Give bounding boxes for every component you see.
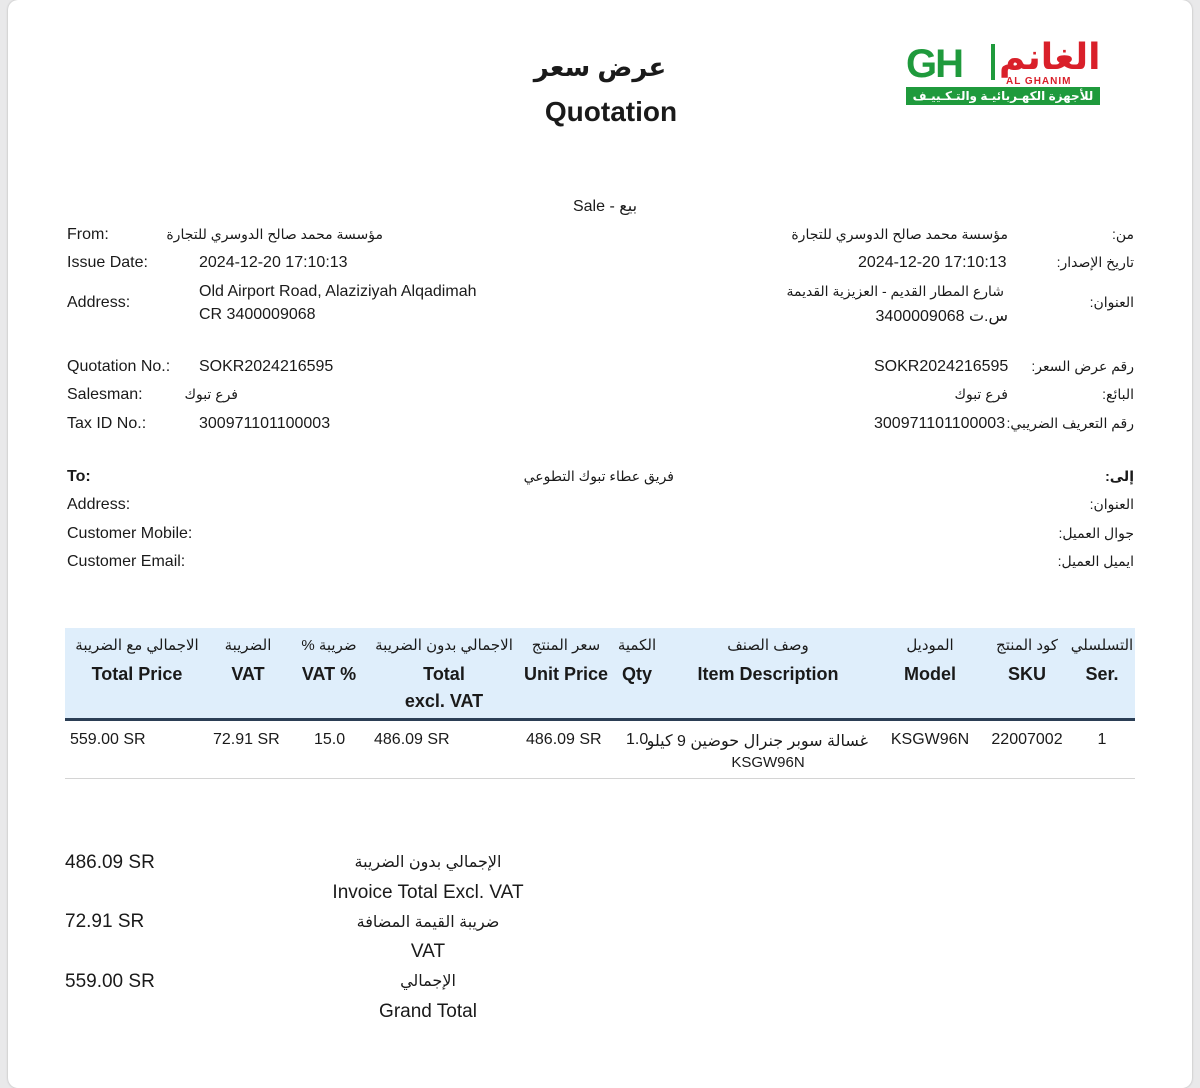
row-vat: 72.91 SR <box>213 731 280 748</box>
col-total-excl-ar: الاجمالي بدون الضريبة <box>375 637 513 654</box>
to-label: To: <box>67 468 91 485</box>
grand-total-label: Grand Total <box>379 1001 477 1022</box>
address-label-ar: العنوان: <box>1089 294 1134 310</box>
col-total-excl-line2: excl. VAT <box>404 691 484 711</box>
row-description-line-2: KSGW96N <box>731 754 805 771</box>
logo-gh-mark: GH <box>906 42 962 86</box>
to-label-ar: إلى: <box>1105 468 1134 484</box>
row-total-price: 559.00 SR <box>70 731 146 748</box>
quotation-no-value: SOKR2024216595 <box>199 358 334 375</box>
row-vat-pct: 15.0 <box>314 731 346 748</box>
document-title: Quotation <box>544 96 678 127</box>
col-model: Model <box>904 664 956 684</box>
quotation-no-label: Quotation No.: <box>67 358 171 375</box>
from-label: From: <box>67 226 109 243</box>
salesman-value: فرع تبوك <box>184 386 238 402</box>
row-model: KSGW96N <box>890 731 970 748</box>
quotation-page <box>8 0 1192 1088</box>
issue-date-label: Issue Date: <box>67 254 148 271</box>
col-vat-pct-ar: ضريبة % <box>301 637 357 654</box>
issue-date-label-ar: تاريخ الإصدار: <box>1056 254 1134 270</box>
customer-mobile-label: Customer Mobile: <box>67 525 193 542</box>
row-sku: 22007002 <box>991 731 1063 748</box>
col-ser-ar: التسلسلي <box>1070 637 1134 654</box>
from-value: مؤسسة محمد صالح الدوسري للتجارة <box>166 226 383 242</box>
tax-id-label-ar: رقم التعريف الضريبي: <box>1006 415 1134 431</box>
from-label-ar: من: <box>1111 226 1134 242</box>
salesman-value-ar: فرع تبوك <box>954 386 1008 402</box>
col-vat: VAT <box>231 664 265 684</box>
row-unit-price: 486.09 SR <box>526 731 602 748</box>
tax-id-label: Tax ID No.: <box>67 415 147 432</box>
col-model-ar: الموديل <box>906 637 954 654</box>
tax-id-value-ar: 300971101100003 <box>874 415 1006 432</box>
logo-tagline: للأجهزة الكهـربائيـة والتـكـييـف <box>906 87 1100 105</box>
col-description: Item Description <box>697 664 839 684</box>
from-value-ar: مؤسسة محمد صالح الدوسري للتجارة <box>791 226 1008 242</box>
col-unit-price: Unit Price <box>523 664 609 684</box>
address-line-2: CR 3400009068 <box>199 306 316 323</box>
vat-total-value: 72.91 SR <box>65 911 145 932</box>
customer-email-label: Customer Email: <box>67 553 186 570</box>
row-total-excl: 486.09 SR <box>374 731 450 748</box>
issue-date-value: 2024-12-20 17:10:13 <box>199 254 348 271</box>
col-unit-price-ar: سعر المنتج <box>531 637 601 654</box>
vat-total-label: VAT <box>410 941 446 962</box>
items-table-header-border <box>65 718 1135 721</box>
issue-date-value-ar: 2024-12-20 17:10:13 <box>858 254 1007 271</box>
total-excl-vat-label-ar: الإجمالي بدون الضريبة <box>354 854 502 871</box>
col-total-price-ar: الاجمالي مع الضريبة <box>75 637 199 654</box>
col-description-ar: وصف الصنف <box>727 637 809 654</box>
grand-total-label-ar: الإجمالي <box>400 973 456 990</box>
row-qty: 1.0 <box>626 731 649 748</box>
col-total-price: Total Price <box>91 664 183 684</box>
quotation-no-value-ar: SOKR2024216595 <box>874 358 1009 375</box>
logo-latin-name: AL GHANIM <box>1006 76 1072 87</box>
col-sku: SKU <box>1007 664 1046 684</box>
col-qty: Qty <box>621 664 652 684</box>
row-divider <box>65 778 1135 779</box>
col-vat-ar: الضريبة <box>224 637 272 654</box>
address-line-1: Old Airport Road, Alaziziyah Alqadimah <box>199 283 477 300</box>
sale-type: Sale - بيع <box>572 198 638 215</box>
row-ser: 1 <box>1097 731 1107 748</box>
total-excl-vat-value: 486.09 SR <box>65 852 155 873</box>
logo-divider <box>991 44 995 80</box>
salesman-label: Salesman: <box>67 386 143 403</box>
logo-arabic-name: الغانم <box>999 36 1101 77</box>
salesman-label-ar: البائع: <box>1102 386 1134 402</box>
row-description-line-1: غسالة سوبر جنرال حوضين 9 كيلو <box>646 733 868 750</box>
vat-total-label-ar: ضريبة القيمة المضافة <box>356 914 500 931</box>
document-title-arabic: عرض سعر <box>533 52 667 82</box>
col-sku-ar: كود المنتج <box>996 637 1058 654</box>
address-label: Address: <box>67 294 131 311</box>
tax-id-value: 300971101100003 <box>199 415 331 432</box>
to-value: فريق عطاء تبوك التطوعي <box>523 468 674 484</box>
grand-total-value: 559.00 SR <box>65 971 155 992</box>
address-line-1-ar: شارع المطار القديم - العزيزية القديمة <box>786 283 1004 299</box>
al-ghanim-logo <box>906 36 1101 106</box>
address-line-2-ar: س.ت 3400009068 <box>875 308 1008 325</box>
col-vat-pct: VAT % <box>301 664 357 684</box>
customer-address-label: Address: <box>67 496 131 513</box>
col-total-excl: Total <box>423 664 465 684</box>
total-excl-vat-label: Invoice Total Excl. VAT <box>332 882 524 903</box>
col-ser: Ser. <box>1085 664 1119 684</box>
col-qty-ar: الكمية <box>617 637 657 654</box>
customer-email-label-ar: ايميل العميل: <box>1057 553 1134 569</box>
customer-mobile-label-ar: جوال العميل: <box>1058 525 1134 541</box>
customer-address-label-ar: العنوان: <box>1089 496 1134 512</box>
quotation-no-label-ar: رقم عرض السعر: <box>1031 358 1134 374</box>
